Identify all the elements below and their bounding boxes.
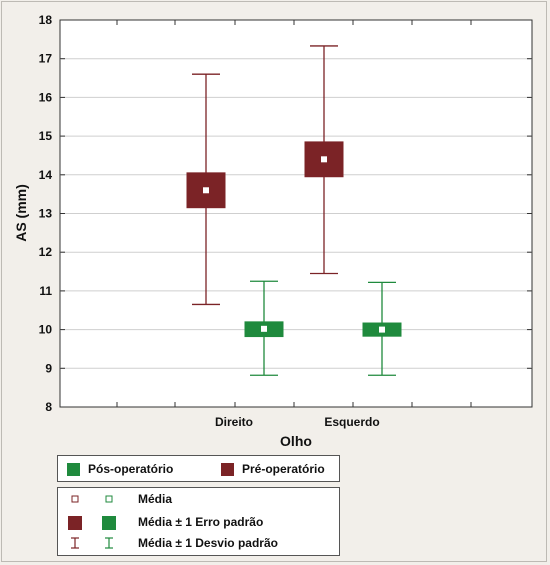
y-tick-label-10: 10 [38, 322, 52, 337]
x-tick-label-esquerdo: Esquerdo [324, 415, 380, 429]
legend-item-sd [138, 536, 278, 550]
mean-marker-pos-direito [261, 326, 267, 332]
y-tick-label-18: 18 [38, 13, 52, 27]
mean-symbol-pre [72, 496, 78, 502]
sd-symbol-pre [71, 538, 79, 548]
y-tick-label-17: 17 [38, 51, 52, 66]
x-axis-label: Olho [280, 433, 312, 449]
legend-label-sd: Média ± 1 Desvio padrão [138, 536, 278, 550]
mean-symbols [58, 488, 138, 557]
x-tick-label-direito: Direito [214, 415, 254, 429]
mean-marker-pos-esquerdo [379, 327, 385, 333]
legend-item-mean [138, 492, 172, 506]
y-tick-label-14: 14 [38, 167, 52, 182]
legend-item-pos [67, 462, 173, 476]
se-symbol-pos [102, 516, 116, 530]
legend-label-mean: Média [138, 492, 173, 506]
mean-marker-pre-esquerdo [321, 156, 327, 162]
sd-symbol-pos [105, 538, 113, 548]
y-tick-label-15: 15 [38, 129, 52, 144]
legend-label-se: Média ± 1 Erro padrão [138, 515, 264, 529]
mean-marker-pre-direito [203, 187, 209, 193]
series-legend [57, 455, 340, 482]
y-tick-label-13: 13 [38, 206, 52, 221]
legend-swatch-pos [67, 463, 80, 476]
y-axis-label: AS (mm) [13, 184, 29, 242]
y-tick-label-9: 9 [45, 361, 52, 376]
legend-item-se [138, 515, 263, 529]
y-tick-label-16: 16 [38, 90, 52, 105]
legend-item-pre [221, 462, 325, 476]
mean-symbol-pos [106, 496, 112, 502]
legend-swatch-pre [221, 463, 234, 476]
y-tick-label-12: 12 [38, 245, 52, 260]
statistics-legend [57, 487, 340, 556]
legend-label-pos: Pós-operatório [88, 462, 174, 476]
y-tick-label-8: 8 [45, 400, 52, 414]
legend-label-pre: Pré-operatório [242, 462, 325, 476]
y-tick-label-11: 11 [39, 283, 52, 298]
se-symbol-pre [68, 516, 82, 530]
